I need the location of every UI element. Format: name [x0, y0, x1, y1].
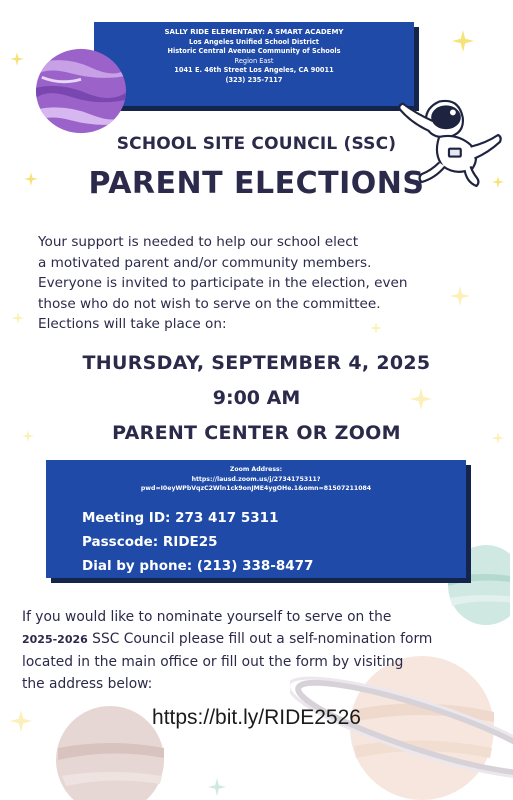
- event-date: THURSDAY, SEPTEMBER 4, 2025: [82, 352, 431, 374]
- intro-paragraph: [38, 232, 438, 335]
- intro-line: those who do not wish to serve on the committee.: [38, 295, 381, 312]
- zoom-info-box: [46, 460, 466, 578]
- school-name: SALLY RIDE ELEMENTARY: A SMART ACADEMY: [164, 28, 344, 36]
- dial-in-phone: Dial by phone: (213) 338-8477: [82, 558, 314, 574]
- nomination-link[interactable]: https://bit.ly/RIDE2526: [152, 706, 361, 729]
- star-icon: [452, 30, 474, 52]
- school-year: 2025-2026: [22, 633, 88, 646]
- nomination-line: [22, 628, 492, 651]
- intro-line: Everyone is invited to participate in the election, even: [38, 275, 408, 291]
- meeting-id: Meeting ID: 273 417 5311: [82, 510, 279, 526]
- nomination-line: the address below:: [22, 676, 153, 692]
- nomination-paragraph: [22, 606, 492, 695]
- intro-line: Your support is needed to help our school elect: [38, 234, 359, 250]
- community-name: Historic Central Avenue Community of Schools: [167, 47, 341, 56]
- star-icon: [10, 52, 24, 66]
- event-location: PARENT CENTER OR ZOOM: [112, 422, 401, 444]
- purple-planet-icon: [32, 46, 130, 136]
- zoom-address-label: Zoom Address:: [229, 466, 283, 473]
- star-icon: [450, 286, 470, 306]
- zoom-address: [46, 465, 466, 494]
- nomination-line: located in the main office or fill out the form by visiting: [22, 654, 404, 670]
- region-name: Region East: [234, 56, 274, 65]
- passcode: Passcode: RIDE25: [82, 534, 218, 550]
- school-address: 1041 E. 46th Street Los Angeles, CA 90011: [174, 66, 334, 75]
- school-header: [94, 22, 414, 106]
- school-phone: (323) 235-7117: [225, 75, 283, 84]
- nomination-line-rest: SSC Council please fill out a self-nomination form: [87, 631, 433, 647]
- zoom-url-line[interactable]: https://lausd.zoom.us/j/2734175311?: [191, 475, 321, 483]
- nomination-line: If you would like to nominate yourself to serve on the: [22, 609, 392, 625]
- intro-line: a motivated parent and/or community members.: [38, 254, 372, 271]
- zoom-url-line[interactable]: pwd=I0eyWPbVqzC2Wln1ck9onJME4ygOHe.1&omn=81507211084: [140, 485, 372, 492]
- event-time: 9:00 AM: [212, 387, 301, 409]
- district-name: Los Angeles Unified School District: [189, 37, 319, 46]
- star-icon: [12, 312, 24, 324]
- page-title: PARENT ELECTIONS: [88, 166, 425, 201]
- council-subtitle: SCHOOL SITE COUNCIL (SSC): [116, 134, 397, 154]
- intro-line: Elections will take place on:: [38, 316, 227, 332]
- star-icon: [208, 778, 226, 796]
